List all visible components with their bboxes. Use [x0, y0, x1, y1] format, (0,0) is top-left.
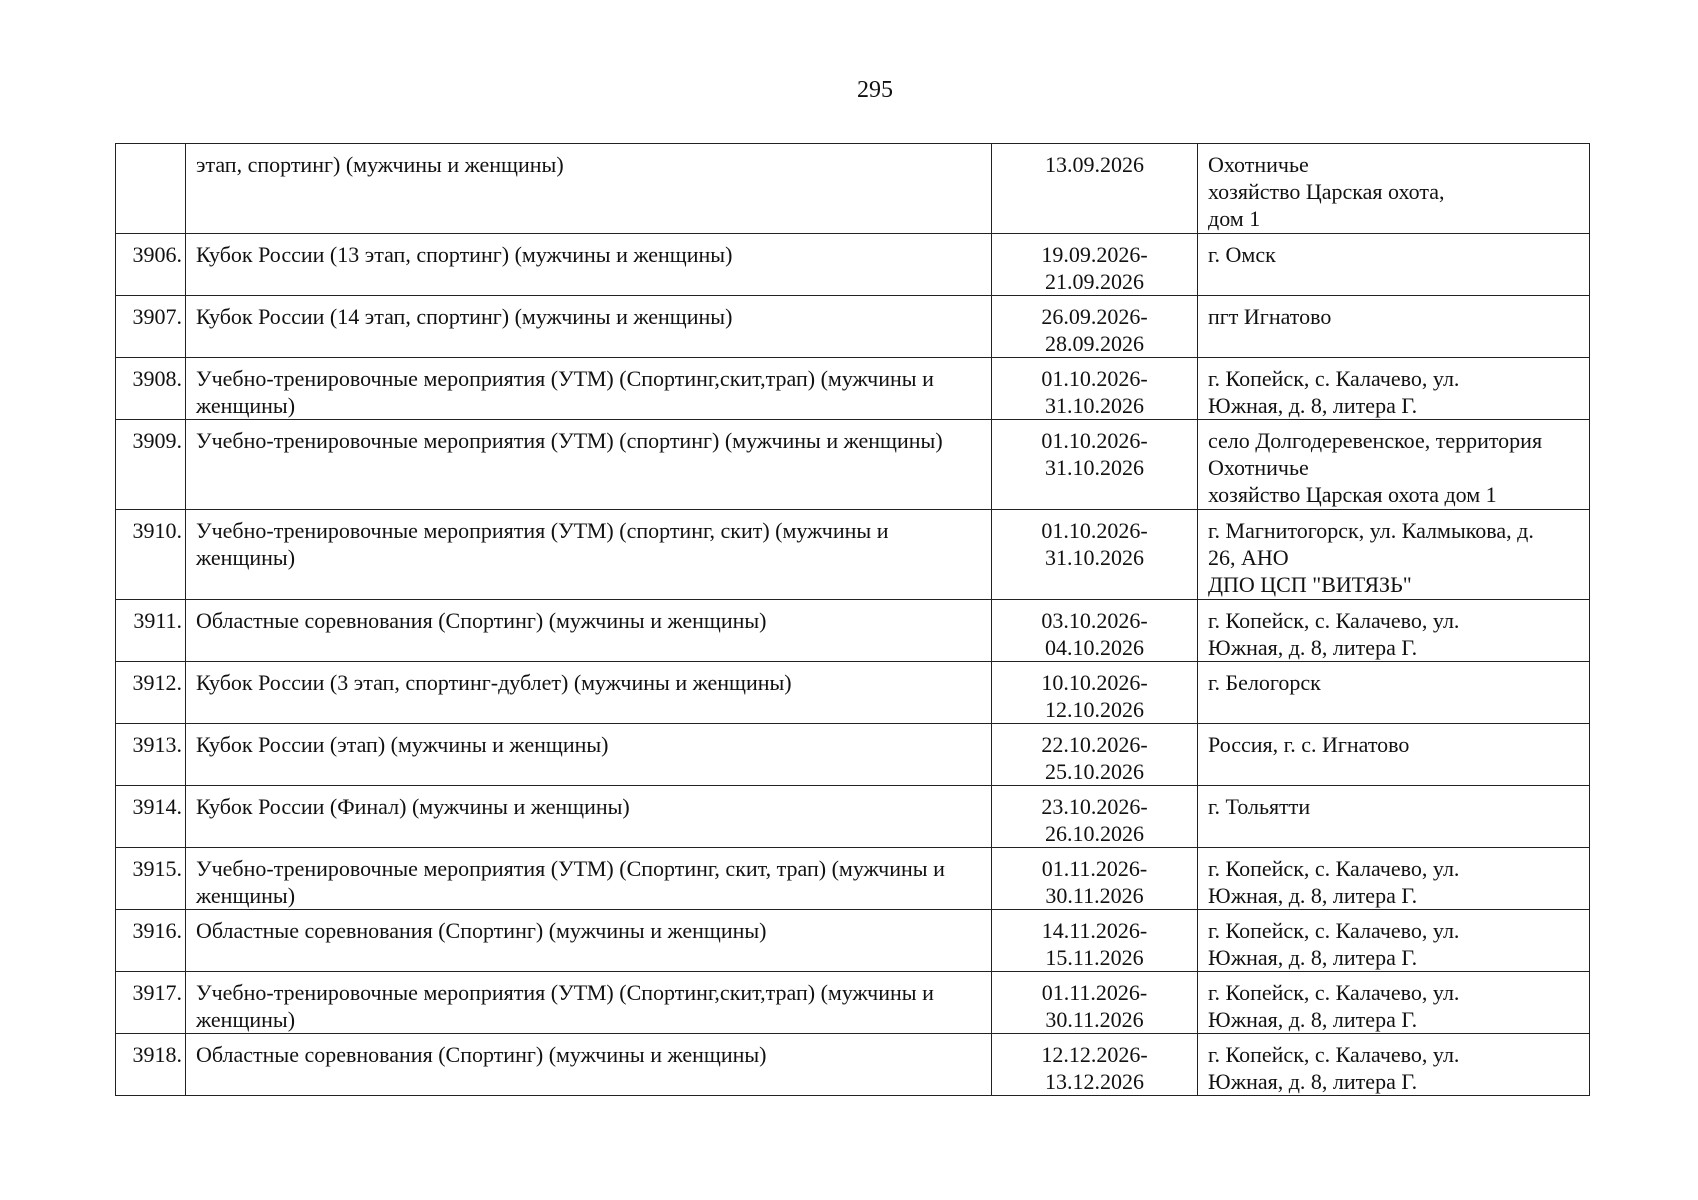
- event-location: [1198, 600, 1590, 662]
- event-location: [1198, 910, 1590, 972]
- event-location: [1198, 848, 1590, 910]
- row-number: 3907.: [116, 296, 186, 358]
- event-dates: [992, 358, 1198, 420]
- event-location: [1198, 662, 1590, 724]
- event-location: [1198, 972, 1590, 1034]
- table-row: [116, 972, 1590, 1034]
- event-location: [1198, 234, 1590, 296]
- end-date: 21.09.2026: [1045, 269, 1144, 294]
- event-dates: [992, 234, 1198, 296]
- page-number: 295: [857, 77, 893, 103]
- start-date: 01.10.2026-: [1041, 518, 1148, 543]
- row-number: 3914.: [116, 786, 186, 848]
- start-date: 01.10.2026-: [1041, 366, 1148, 391]
- table-row: [116, 1034, 1590, 1096]
- location-line: дом 1: [1208, 206, 1261, 231]
- event-name: Учебно-тренировочные мероприятия (УТМ) (Спортинг,скит,трап) (мужчины и женщины): [186, 358, 992, 420]
- event-name: Кубок России (Финал) (мужчины и женщины): [186, 786, 992, 848]
- event-name: Учебно-тренировочные мероприятия (УТМ) (спортинг) (мужчины и женщины): [186, 420, 992, 510]
- end-date: 31.10.2026: [1045, 393, 1144, 418]
- location-line: Южная, д. 8, литера Г.: [1208, 393, 1418, 418]
- row-number: 3915.: [116, 848, 186, 910]
- location-line: Охотничье: [1208, 152, 1309, 177]
- event-location: [1198, 724, 1590, 786]
- end-date: 15.11.2026: [1045, 945, 1144, 970]
- location-line: г. Копейск, с. Калачево, ул.: [1208, 918, 1460, 943]
- location-line: село Долгодеревенское, территория: [1208, 428, 1543, 453]
- end-date: 04.10.2026: [1045, 635, 1144, 660]
- event-dates: [992, 972, 1198, 1034]
- location-line: г. Копейск, с. Калачево, ул.: [1208, 366, 1460, 391]
- location-line: Южная, д. 8, литера Г.: [1208, 635, 1418, 660]
- end-date: 30.11.2026: [1045, 1007, 1144, 1032]
- event-dates: [992, 600, 1198, 662]
- event-location: [1198, 420, 1590, 510]
- event-name: Учебно-тренировочные мероприятия (УТМ) (Спортинг,скит,трап) (мужчины и женщины): [186, 972, 992, 1034]
- row-number: 3906.: [116, 234, 186, 296]
- event-name: Кубок России (3 этап, спортинг-дублет) (мужчины и женщины): [186, 662, 992, 724]
- table-row: [116, 662, 1590, 724]
- location-line: г. Омск: [1208, 242, 1276, 267]
- event-dates: [992, 910, 1198, 972]
- row-number: 3913.: [116, 724, 186, 786]
- start-date: 01.11.2026-: [1041, 980, 1148, 1005]
- table-row: [116, 296, 1590, 358]
- end-date: 30.11.2026: [1045, 883, 1144, 908]
- location-line: г. Копейск, с. Калачево, ул.: [1208, 608, 1460, 633]
- end-date: 25.10.2026: [1045, 759, 1144, 784]
- row-number: 3912.: [116, 662, 186, 724]
- event-location: [1198, 358, 1590, 420]
- event-name: Областные соревнования (Спортинг) (мужчины и женщины): [186, 1034, 992, 1096]
- event-dates: [992, 724, 1198, 786]
- start-date: 01.11.2026-: [1041, 856, 1148, 881]
- event-dates: [992, 296, 1198, 358]
- end-date: 28.09.2026: [1045, 331, 1144, 356]
- event-name: Областные соревнования (Спортинг) (мужчины и женщины): [186, 910, 992, 972]
- event-location: [1198, 1034, 1590, 1096]
- event-dates: [992, 510, 1198, 600]
- event-name: Кубок России (этап) (мужчины и женщины): [186, 724, 992, 786]
- events-table: [115, 143, 1590, 1096]
- location-line: г. Копейск, с. Калачево, ул.: [1208, 1042, 1460, 1067]
- location-line: г. Белогорск: [1208, 670, 1321, 695]
- event-dates: [992, 786, 1198, 848]
- row-number: 3910.: [116, 510, 186, 600]
- row-number: [116, 144, 186, 234]
- end-date: 31.10.2026: [1045, 545, 1144, 570]
- start-date: 12.12.2026-: [1041, 1042, 1148, 1067]
- location-line: пгт Игнатово: [1208, 304, 1332, 329]
- event-location: [1198, 144, 1590, 234]
- row-number: 3911.: [116, 600, 186, 662]
- location-line: Охотничье: [1208, 455, 1309, 480]
- location-line: г. Копейск, с. Калачево, ул.: [1208, 856, 1460, 881]
- start-date: 26.09.2026-: [1041, 304, 1148, 329]
- location-line: Южная, д. 8, литера Г.: [1208, 1069, 1418, 1094]
- end-date: 31.10.2026: [1045, 455, 1144, 480]
- start-date: 13.09.2026: [1045, 152, 1144, 177]
- table-row: [116, 510, 1590, 600]
- location-line: Россия, г. с. Игнатово: [1208, 732, 1410, 757]
- event-dates: [992, 848, 1198, 910]
- location-line: г. Копейск, с. Калачево, ул.: [1208, 980, 1460, 1005]
- event-name: Учебно-тренировочные мероприятия (УТМ) (спортинг, скит) (мужчины и женщины): [186, 510, 992, 600]
- table-row: [116, 724, 1590, 786]
- table-row: [116, 358, 1590, 420]
- table-row: [116, 910, 1590, 972]
- end-date: 26.10.2026: [1045, 821, 1144, 846]
- event-name: Учебно-тренировочные мероприятия (УТМ) (Спортинг, скит, трап) (мужчины и женщины): [186, 848, 992, 910]
- event-dates: [992, 420, 1198, 510]
- event-location: [1198, 786, 1590, 848]
- location-line: Южная, д. 8, литера Г.: [1208, 883, 1418, 908]
- start-date: 01.10.2026-: [1041, 428, 1148, 453]
- table-row: [116, 848, 1590, 910]
- start-date: 22.10.2026-: [1041, 732, 1148, 757]
- location-line: г. Магнитогорск, ул. Калмыкова, д.: [1208, 518, 1534, 543]
- table-row: [116, 420, 1590, 510]
- location-line: хозяйство Царская охота,: [1208, 179, 1445, 204]
- row-number: 3916.: [116, 910, 186, 972]
- event-dates: [992, 144, 1198, 234]
- location-line: Южная, д. 8, литера Г.: [1208, 1007, 1418, 1032]
- table-row: [116, 144, 1590, 234]
- table-row: [116, 600, 1590, 662]
- location-line: 26, АНО: [1208, 545, 1289, 570]
- event-name: Областные соревнования (Спортинг) (мужчины и женщины): [186, 600, 992, 662]
- location-line: г. Тольятти: [1208, 794, 1311, 819]
- event-name: этап, спортинг) (мужчины и женщины): [186, 144, 992, 234]
- event-location: [1198, 296, 1590, 358]
- event-dates: [992, 662, 1198, 724]
- location-line: хозяйство Царская охота дом 1: [1208, 482, 1497, 507]
- start-date: 19.09.2026-: [1041, 242, 1148, 267]
- table-row: [116, 234, 1590, 296]
- start-date: 23.10.2026-: [1041, 794, 1148, 819]
- location-line: ДПО ЦСП "ВИТЯЗЬ": [1208, 572, 1412, 597]
- event-name: Кубок России (13 этап, спортинг) (мужчины и женщины): [186, 234, 992, 296]
- row-number: 3908.: [116, 358, 186, 420]
- row-number: 3909.: [116, 420, 186, 510]
- end-date: 12.10.2026: [1045, 697, 1144, 722]
- event-dates: [992, 1034, 1198, 1096]
- event-location: [1198, 510, 1590, 600]
- start-date: 10.10.2026-: [1041, 670, 1148, 695]
- location-line: Южная, д. 8, литера Г.: [1208, 945, 1418, 970]
- row-number: 3918.: [116, 1034, 186, 1096]
- table-row: [116, 786, 1590, 848]
- start-date: 03.10.2026-: [1041, 608, 1148, 633]
- row-number: 3917.: [116, 972, 186, 1034]
- start-date: 14.11.2026-: [1041, 918, 1148, 943]
- event-name: Кубок России (14 этап, спортинг) (мужчины и женщины): [186, 296, 992, 358]
- end-date: 13.12.2026: [1045, 1069, 1144, 1094]
